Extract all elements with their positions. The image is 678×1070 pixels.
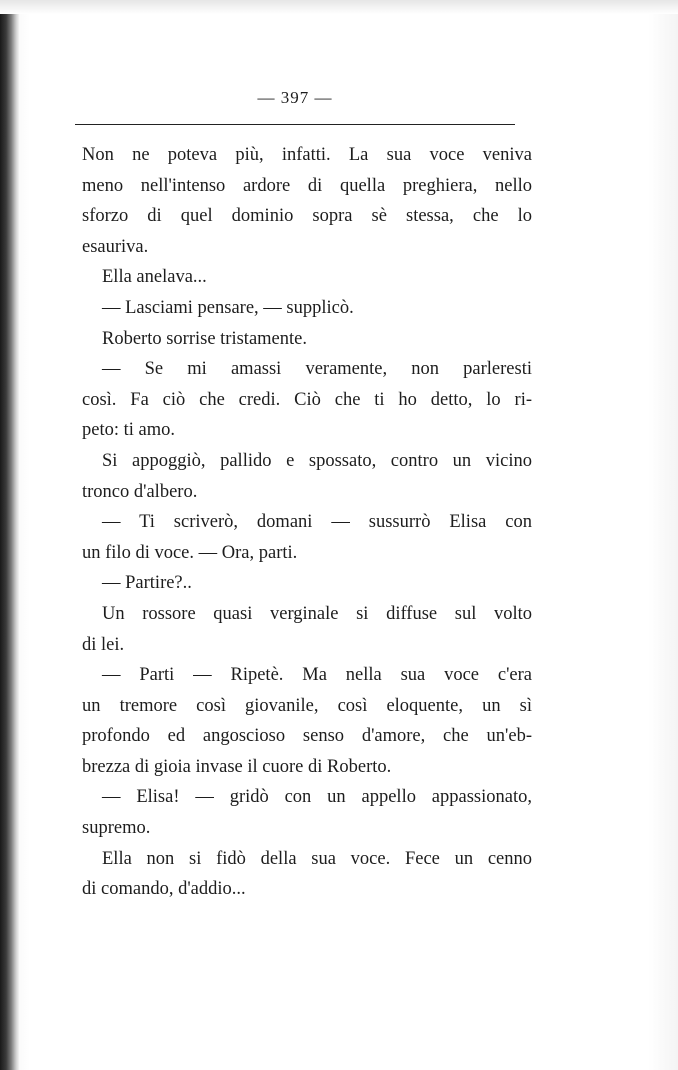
page-number: — 397 — — [257, 88, 333, 107]
text-line: così. Fa ciò che credi. Ciò che ti ho detto, lo ri- — [82, 389, 532, 410]
text-line: — Se mi amassi veramente, non parleresti — [102, 359, 532, 380]
text-line: peto: ti amo. — [82, 420, 175, 441]
text-line: un tremore così giovanile, così eloquente, un sì — [82, 695, 532, 716]
text-line: profondo ed angoscioso senso d'amore, che un'eb- — [82, 726, 532, 747]
text-line: Non ne poteva più, infatti. La sua voce veniva — [82, 145, 532, 165]
text-line: — Lasciami pensare, — supplicò. — [102, 297, 354, 318]
text-line: Ella non si fidò della sua voce. Fece un cenno — [102, 848, 532, 869]
header-rule — [75, 124, 515, 125]
text-line: Roberto sorrise tristamente. — [102, 328, 307, 349]
text-line: — Parti — Ripetè. Ma nella sua voce c'era — [102, 665, 532, 686]
text-line: Un rossore quasi verginale si diffuse sul volto — [102, 603, 532, 624]
text-line: — Partire?.. — [102, 573, 192, 594]
text-line: Si appoggiò, pallido e spossato, contro un vicino — [102, 450, 532, 471]
text-line: di lei. — [82, 634, 125, 655]
text-line: brezza di gioia invase il cuore di Roberto. — [82, 756, 392, 777]
text-line: tronco d'albero. — [82, 481, 198, 502]
text-line: di comando, d'addio... — [82, 879, 246, 900]
page-top-shade — [0, 0, 678, 14]
body-text — [82, 140, 532, 905]
text-line: esauriva. — [82, 236, 149, 257]
text-line: sforzo di quel dominio sopra sè stessa, che lo — [82, 206, 532, 227]
text-line: Ella anelava... — [102, 267, 207, 288]
text-line: supremo. — [82, 818, 151, 839]
text-line: un filo di voce. — Ora, parti. — [82, 542, 298, 563]
book-spine-shadow — [0, 0, 20, 1070]
text-line: meno nell'intenso ardore di quella preghiera, nello — [82, 175, 532, 196]
text-line: — Ti scriverò, domani — sussurrò Elisa con — [102, 512, 532, 533]
text-line: — Elisa! — gridò con un appello appassionato, — [102, 787, 532, 808]
